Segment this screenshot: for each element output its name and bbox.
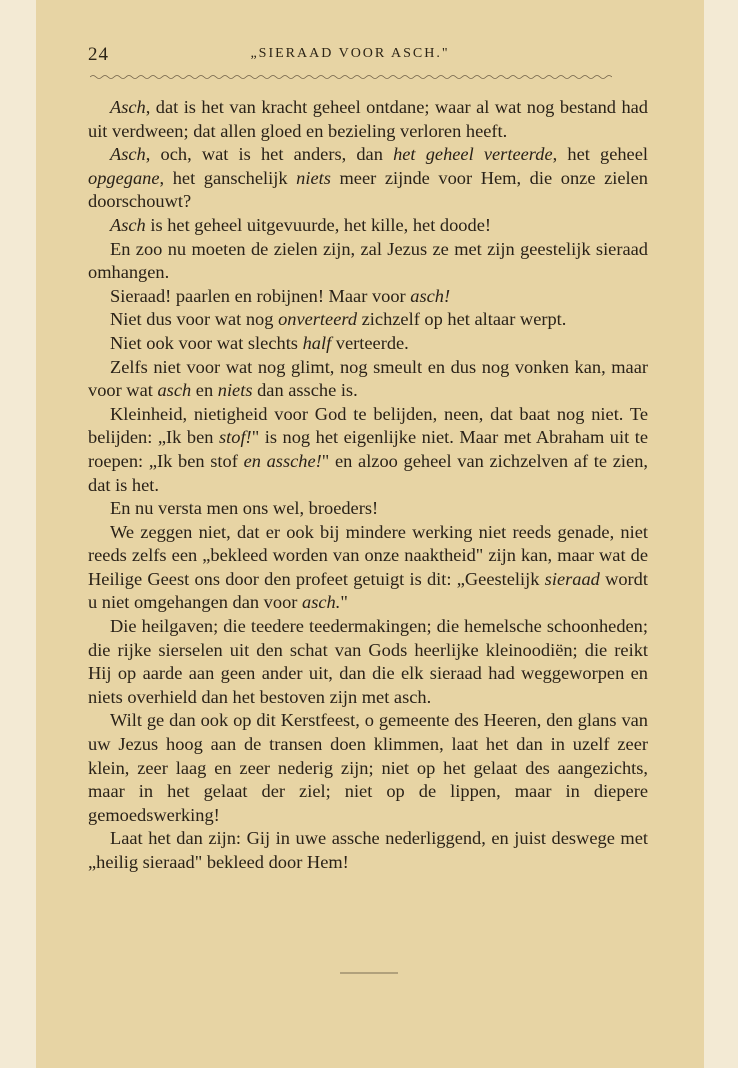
text-run: " en alzoo geheel van zichzelven af te zien, dat is het. <box>88 450 648 495</box>
text-run: en <box>191 380 218 401</box>
italic-text: sieraad <box>544 568 600 589</box>
italic-text: opgegane <box>88 167 160 188</box>
text-run: wordt u niet omgehangen dan voor <box>88 568 648 613</box>
paragraph-8 <box>88 356 648 403</box>
paragraph-1 <box>88 96 648 143</box>
paragraph-7 <box>88 332 648 356</box>
text-run: Niet dus voor wat nog <box>110 309 279 330</box>
paragraph-5 <box>88 285 648 309</box>
italic-text: het geheel verteerde <box>393 144 553 165</box>
paragraph-12 <box>88 615 648 709</box>
paragraph-6 <box>88 308 648 332</box>
body-text <box>88 96 648 875</box>
text-run: " is nog het eigenlijke niet. Maar met Abraham uit te roepen: „Ik ben stof <box>88 427 648 471</box>
text-run: , dat is het van kracht geheel ontdane; waar al wat nog bestand had uit verdween; dat allen gloed en bezieling verloren heeft. <box>88 97 648 141</box>
text-run: Die heilgaven; die teedere teedermakingen; die hemelsche schoonheden; die rijke sierselen uit den schat van Gods heerlijke kleinoodiën; die reikt Hij op aarde aan geen ander uit, dan die elk sieraad had weggeworpen en niets overhield dan het bestoven zijn met asch. <box>88 616 648 707</box>
text-run: We zeggen niet, dat er ook bij mindere werking niet reeds genade, niet reeds zelfs een „bekleed worden van onze naaktheid" zijn kan, maar wat de Heilige Geest ons door den profeet getuigt is dit: „Geestelijk <box>88 521 648 589</box>
text-run: En nu versta men ons wel, broeders! <box>110 498 379 519</box>
paragraph-11 <box>88 521 648 615</box>
text-run: is het geheel uitgevuurde, het kille, het doode! <box>145 214 491 235</box>
italic-text: half <box>302 332 332 353</box>
text-run: dan assche is. <box>252 380 358 401</box>
text-run: Kleinheid, nietigheid voor God te belijden, neen, dat baat nog niet. Te belijden: „Ik ben <box>88 403 648 448</box>
text-run: Sieraad! paarlen en robijnen! Maar voor <box>110 285 411 306</box>
wavy-header-rule <box>90 74 612 80</box>
text-run: , het geheel <box>552 144 648 165</box>
italic-text: Asch <box>110 144 146 165</box>
closing-rule <box>340 972 398 974</box>
italic-text: asch <box>157 380 192 401</box>
paragraph-4 <box>88 238 648 285</box>
text-run: , het ganschelijk <box>159 167 297 188</box>
text-run: En zoo nu moeten de zielen zijn, zal Jezus ze met zijn geestelijk sieraad omhangen. <box>88 238 648 283</box>
paragraph-9 <box>88 403 648 497</box>
text-run: Zelfs niet voor wat nog glimt, nog smeult en dus nog vonken kan, maar voor wat <box>88 356 648 401</box>
text-run: , och, wat is het anders, dan <box>145 144 394 165</box>
italic-text: Asch <box>110 97 146 117</box>
paragraph-10 <box>88 497 648 521</box>
text-run: verteerde. <box>331 332 409 353</box>
italic-text: asch. <box>302 592 341 613</box>
text-run: Wilt ge dan ook op dit Kerstfeest, o gemeente des Heeren, den glans van uw Jezus hoog aan de transen doen klimmen, laat het dan in uzelf zeer klein, zeer laag en zeer nederig zijn; niet op het gelaat des aangezichts, maar in het gelaat der ziel; niet op de lippen, maar in diepere gemoedswerking! <box>88 710 648 825</box>
paragraph-14 <box>88 827 648 874</box>
italic-text: Asch <box>110 214 146 235</box>
text-run: meer zijnde voor Hem, die onze zielen doorschouwt? <box>88 167 648 212</box>
italic-text: en assche! <box>243 450 322 471</box>
paragraph-13 <box>88 709 648 827</box>
text-run: zichzelf op het altaar werpt. <box>357 309 567 330</box>
paragraph-2 <box>88 143 648 214</box>
running-title: „SIERAAD VOOR ASCH." <box>250 46 450 61</box>
italic-text: onverteerd <box>278 309 358 330</box>
italic-text: niets <box>296 167 331 188</box>
text-run: Niet ook voor wat slechts <box>110 332 303 353</box>
paragraph-3 <box>88 214 648 238</box>
italic-text: stof! <box>218 427 252 448</box>
italic-text: asch! <box>410 285 451 306</box>
page-number: 24 <box>88 44 109 65</box>
text-run: Laat het dan zijn: Gij in uwe assche nederliggend, en juist deswege met „heilig sieraad" bekleed door Hem! <box>88 828 648 872</box>
running-head <box>88 44 612 68</box>
italic-text: niets <box>217 380 253 401</box>
text-run: " <box>340 592 348 613</box>
